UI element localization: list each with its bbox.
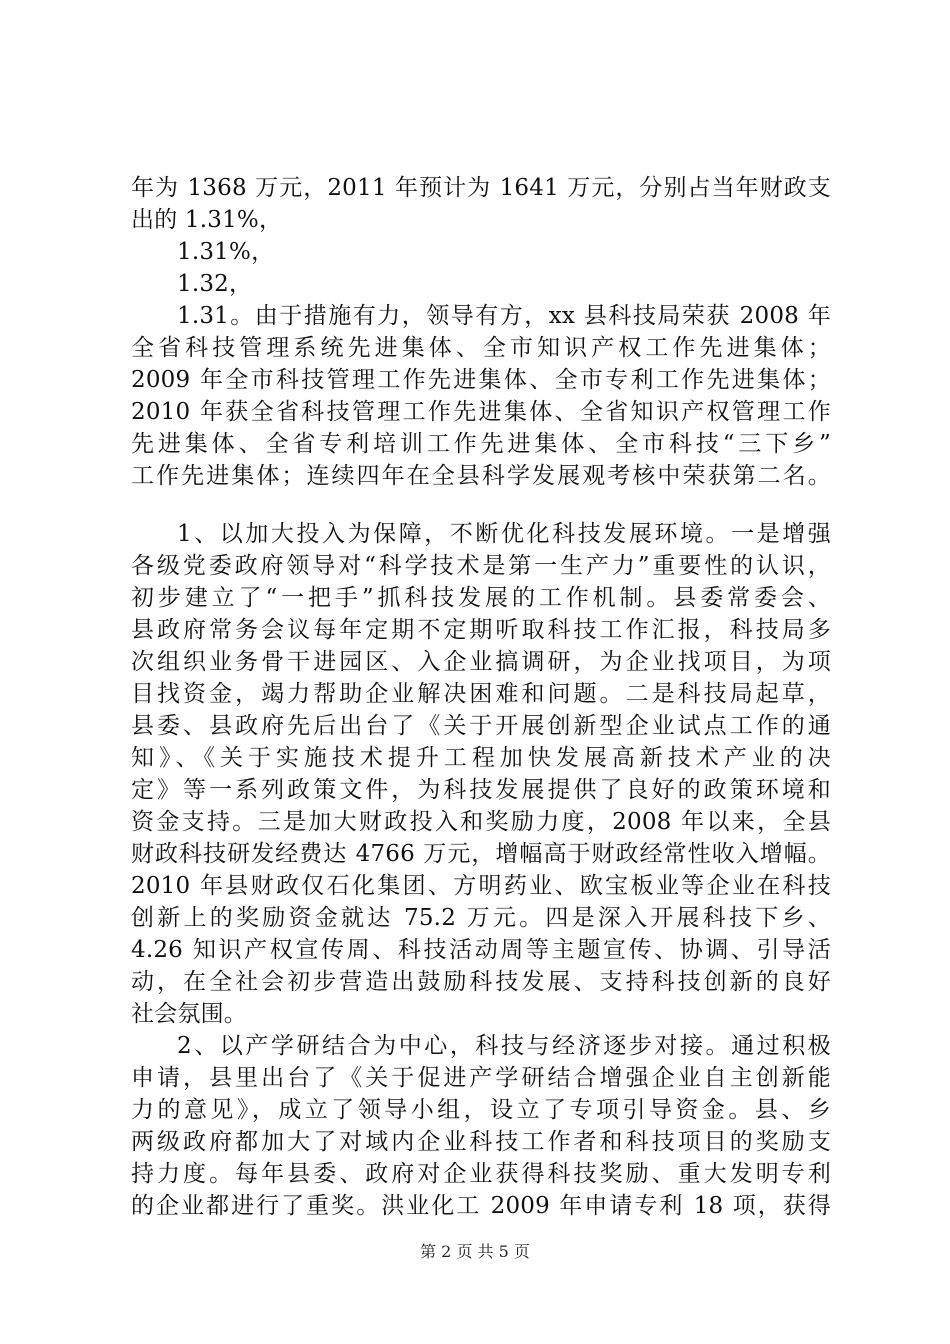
page-number-footer: 第 2 页 共 5 页: [420, 1242, 530, 1261]
text-line: 力的意见》，成立了领导小组，设立了专项引导资金。县、乡: [131, 1097, 831, 1123]
text-line: 先进集体、全省专利培训工作先进集体、全市科技“三下乡”: [131, 431, 831, 457]
text-line: 各级党委政府领导对“科学技术是第一生产力”重要性的认识，: [131, 553, 831, 579]
document-body: [131, 172, 831, 1222]
text-line: 年为 1368 万元，2011 年预计为 1641 万元，分别占当年财政支: [131, 175, 831, 201]
text-line: 1、以加大投入为保障，不断优化科技发展环境。一是增强: [177, 521, 831, 547]
text-line: 创新上的奖励资金就达 75.2 万元。四是深入开展科技下乡、: [131, 905, 831, 931]
text-line: 县政府常务会议每年定期不定期听取科技工作汇报，科技局多: [131, 617, 831, 643]
text-line: 工作先进集体；连续四年在全县科学发展观考核中荣获第二名。: [131, 463, 831, 489]
text-line: 社会氛围。: [131, 1001, 247, 1027]
text-line: 知》、《关于实施技术提升工程加快发展高新技术产业的决: [131, 745, 831, 771]
text-line: 2、以产学研结合为中心，科技与经济逐步对接。通过积极: [177, 1033, 831, 1059]
text-line: 县委、县政府先后出台了《关于开展创新型企业试点工作的通: [131, 713, 831, 739]
text-line: 持力度。每年县委、政府对企业获得科技奖励、重大发明专利: [131, 1161, 831, 1187]
text-line: 申请，县里出台了《关于促进产学研结合增强企业自主创新能: [131, 1065, 831, 1091]
text-line: 目找资金，竭力帮助企业解决困难和问题。二是科技局起草，: [131, 681, 831, 707]
text-line: 财政科技研发经费达 4766 万元，增幅高于财政经常性收入增幅。: [131, 841, 831, 867]
text-line: 2010 年获全省科技管理工作先进集体、全省知识产权管理工作: [131, 399, 831, 425]
text-line: 动，在全社会初步营造出鼓励科技发展、支持科技创新的良好: [131, 969, 831, 995]
text-line: 1.31。由于措施有力，领导有方，xx 县科技局荣获 2008 年: [177, 303, 831, 329]
text-line: 资金支持。三是加大财政投入和奖励力度，2008 年以来，全县: [131, 809, 831, 835]
text-line: 1.31%，: [177, 239, 275, 265]
text-line: 两级政府都加大了对域内企业科技工作者和科技项目的奖励支: [131, 1129, 831, 1155]
text-line: 全省科技管理系统先进集体、全市知识产权工作先进集体；: [131, 335, 831, 361]
paragraph-spacer: [131, 492, 831, 518]
text-line: 定》等一系列政策文件，为科技发展提供了良好的政策环境和: [131, 777, 831, 803]
text-line: 2009 年全市科技管理工作先进集体、全市专利工作先进集体；: [131, 367, 831, 393]
text-line: 1.32，: [177, 271, 253, 297]
text-line: 的企业都进行了重奖。洪业化工 2009 年申请专利 18 项，获得: [131, 1193, 831, 1219]
text-line: 初步建立了“一把手”抓科技发展的工作机制。县委常委会、: [131, 585, 831, 611]
text-line: 出的 1.31%，: [131, 207, 283, 233]
text-line: 2010 年县财政仅石化集团、方明药业、欧宝板业等企业在科技: [131, 873, 831, 899]
text-line: 4.26 知识产权宣传周、科技活动周等主题宣传、协调、引导活: [131, 937, 831, 963]
text-line: 次组织业务骨干进园区、入企业搞调研，为企业找项目，为项: [131, 649, 831, 675]
